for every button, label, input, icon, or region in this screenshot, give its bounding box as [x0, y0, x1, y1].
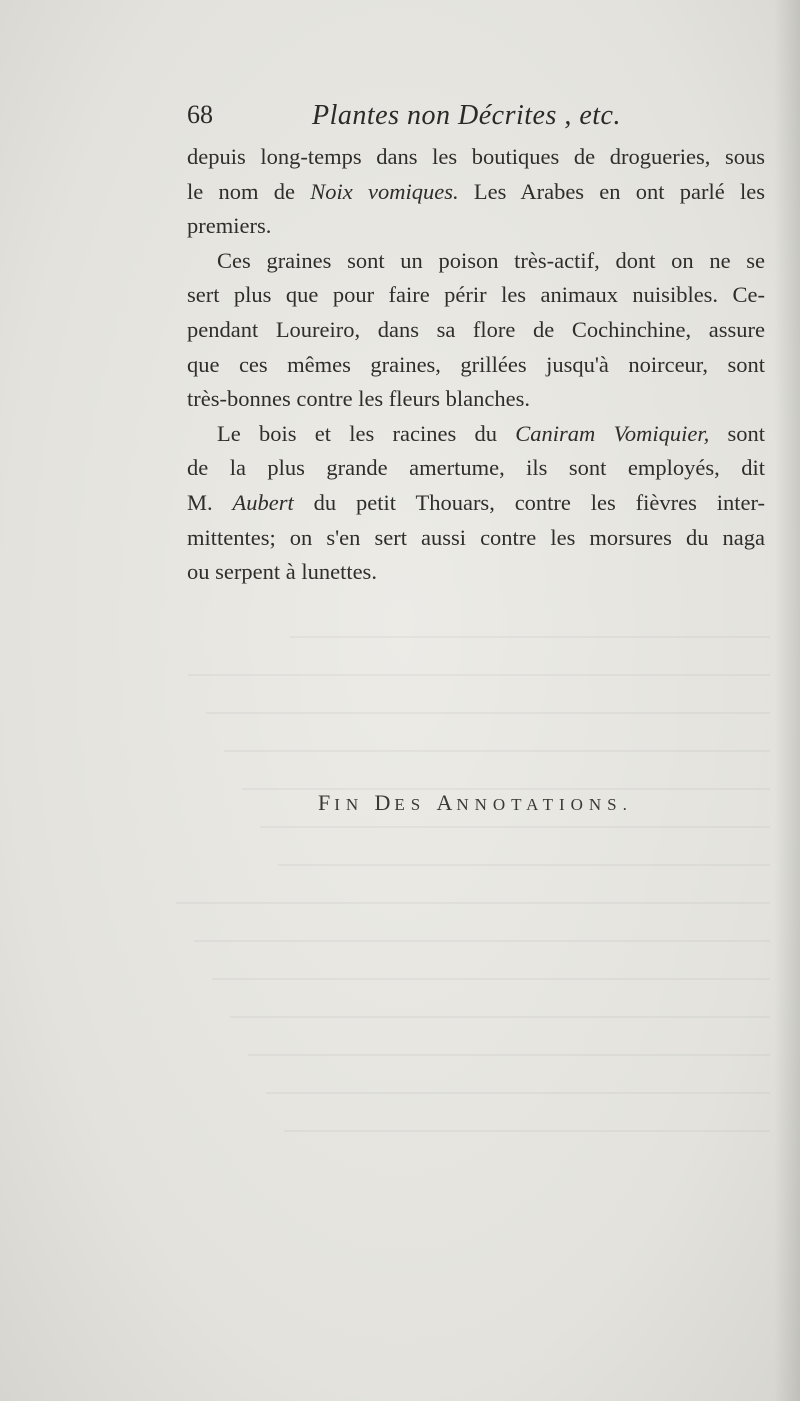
page-edge-shadow: [774, 0, 800, 1401]
text-line: très-bonnes contre les fleurs blanches.: [187, 386, 531, 412]
body-text: [187, 140, 765, 590]
text-line: Ces graines sont un poison très-actif, dont on ne se: [217, 247, 765, 273]
paragraph: [187, 140, 765, 244]
text-line: mittentes; on s'en sert aussi contre les morsures du naga: [187, 524, 765, 550]
text-line: que ces mêmes graines, grillées jusqu'à noirceur, sont: [187, 351, 765, 377]
paragraph: [187, 417, 765, 590]
page-header: [187, 100, 657, 140]
text-line: de la plus grande amertume, ils sont employés, dit: [187, 455, 765, 481]
text-line: premiers.: [187, 213, 272, 239]
text-line: ou serpent à lunettes.: [187, 559, 377, 585]
text-line: M. Aubert du petit Thouars, contre les fièvres inter-: [187, 489, 766, 515]
italic-term: Aubert: [232, 489, 294, 515]
text-line: sert plus que pour faire périr les animaux nuisibles. Ce-: [187, 282, 765, 308]
text-line: depuis long-temps dans les boutiques de drogueries, sous: [187, 144, 765, 169]
running-title: Plantes non Décrites , etc.: [312, 100, 621, 131]
end-mark: [318, 790, 633, 816]
end-mark-text: FIN DES ANNOTATIONS.: [318, 790, 633, 815]
text-line: pendant Loureiro, dans sa flore de Cochinchine, assure: [187, 316, 765, 342]
bleed-through: [170, 600, 770, 1160]
paragraph: [187, 244, 765, 417]
page-number: 68: [187, 100, 213, 129]
italic-term: Noix vomiques.: [310, 178, 459, 204]
text-line: le nom de Noix vomiques. Les Arabes en ont parlé les: [187, 178, 765, 204]
text-line: Le bois et les racines du Caniram Vomiquier, sont: [217, 420, 765, 446]
italic-term: Caniram Vomiquier,: [515, 420, 710, 446]
